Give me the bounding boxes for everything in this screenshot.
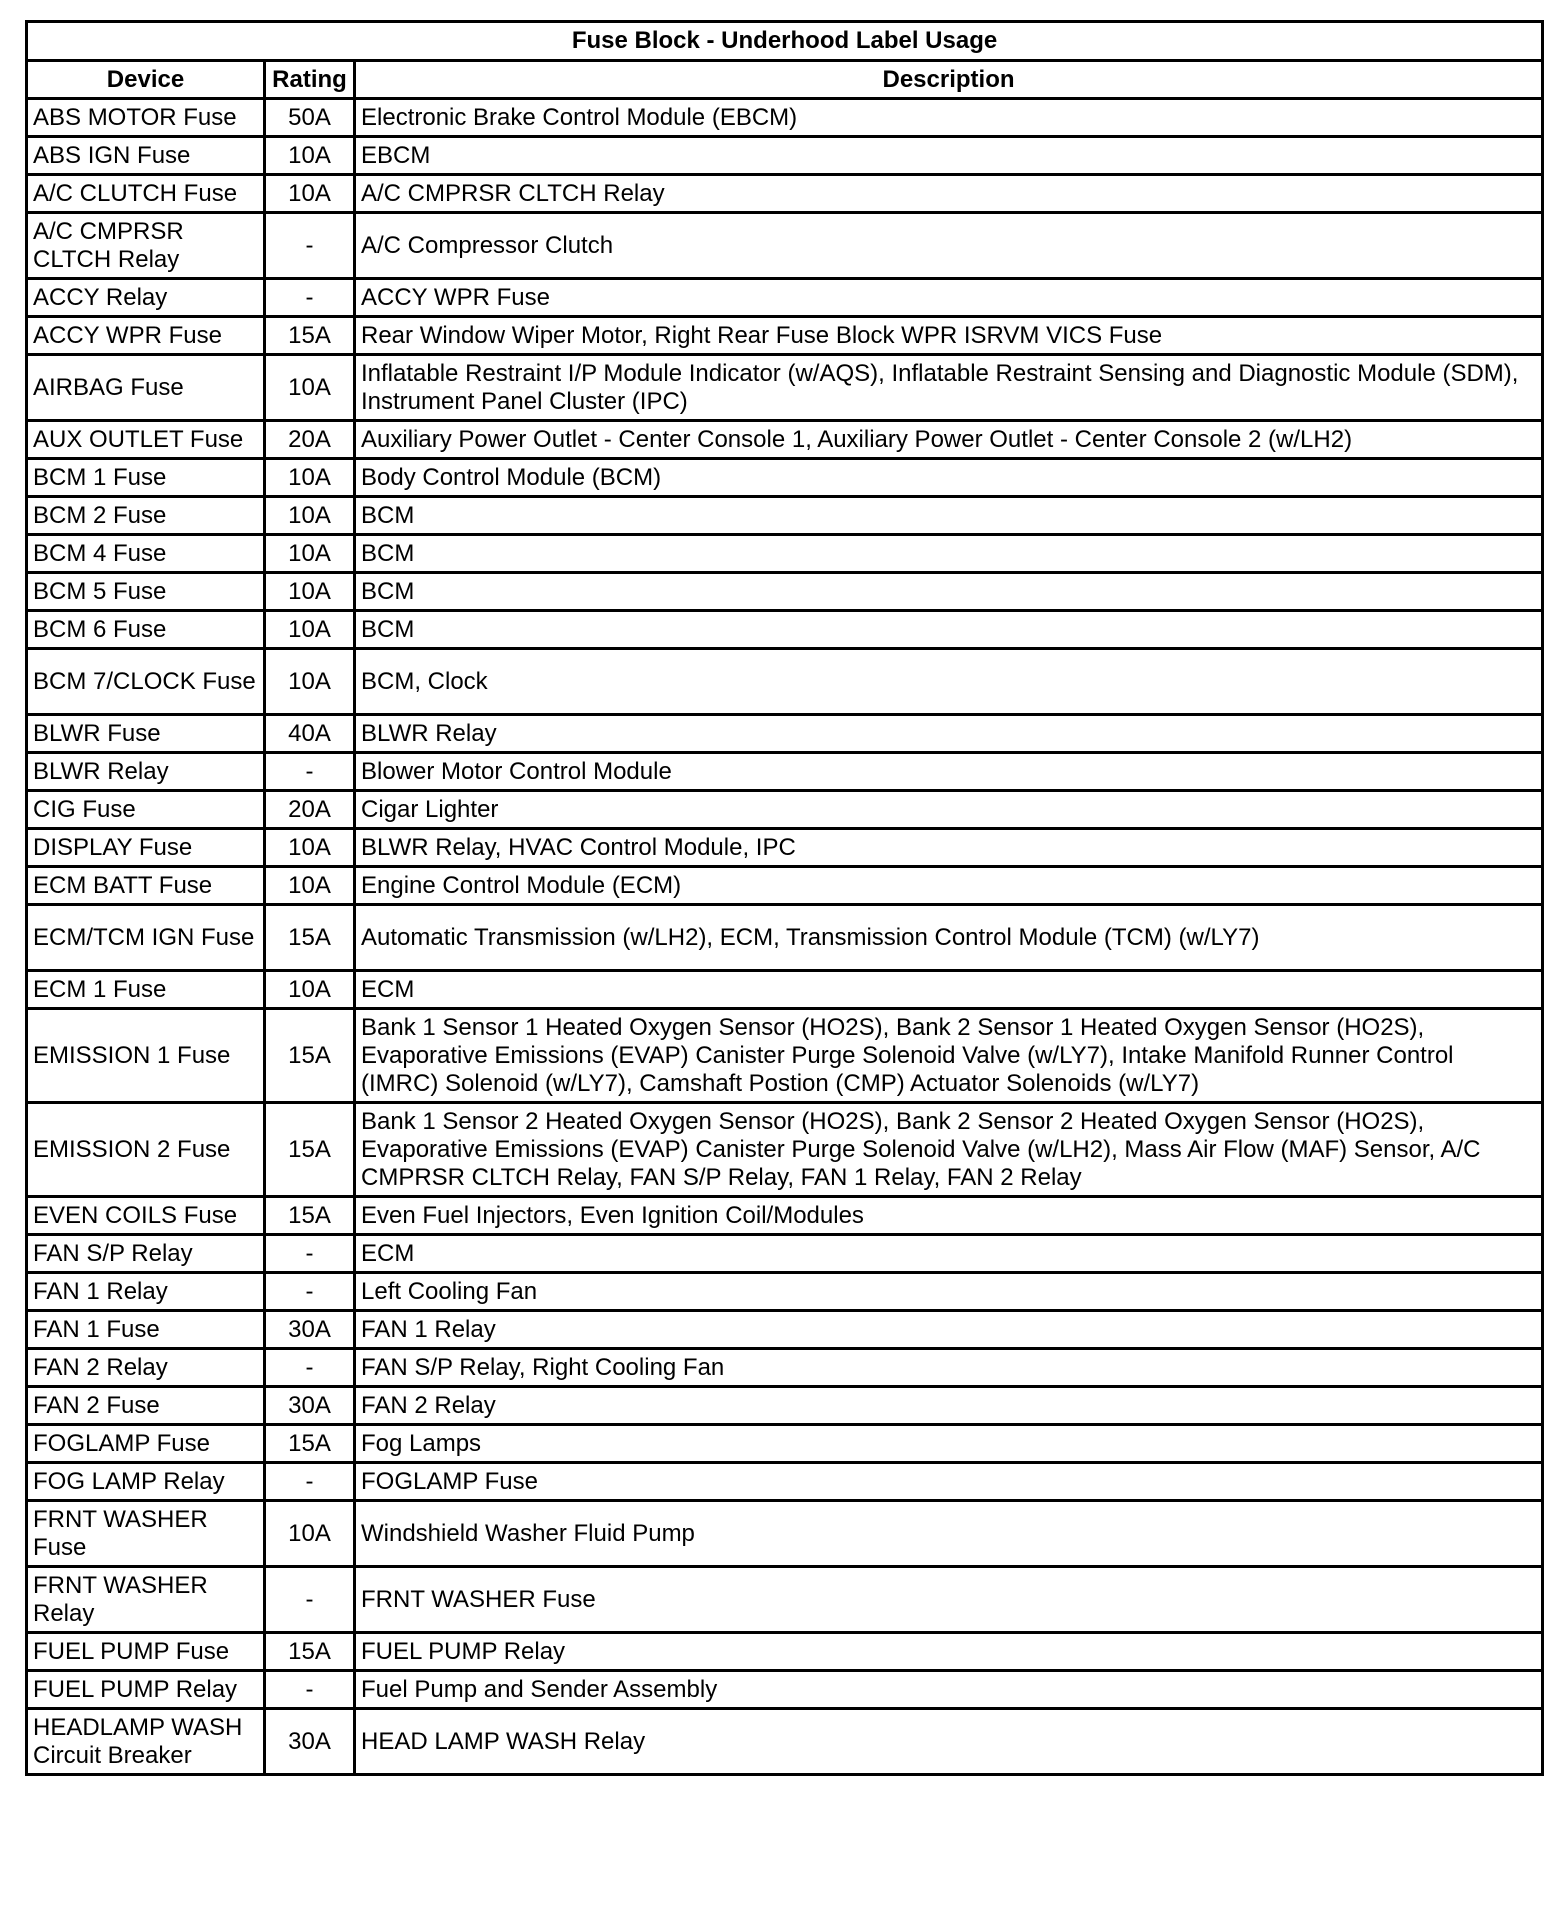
description-cell: BCM — [355, 611, 1543, 649]
device-cell: FAN 2 Fuse — [27, 1387, 265, 1425]
description-cell: FAN 1 Relay — [355, 1311, 1543, 1349]
table-row — [27, 1197, 1543, 1235]
fuse-usage-table — [25, 20, 1544, 1776]
rating-cell: - — [265, 1463, 355, 1501]
table-row — [27, 1425, 1543, 1463]
description-cell: FAN 2 Relay — [355, 1387, 1543, 1425]
description-cell: Bank 1 Sensor 1 Heated Oxygen Sensor (HO2S), Bank 2 Sensor 1 Heated Oxygen Sensor (HO2S), Evaporative Emissions (EVAP) Canister Purge Solenoid Valve (w/LY7), Intake Manifold Runner Control (IMRC) Solenoid (w/LY7), Camshaft Postion (CMP) Actuator Solenoids (w/LY7) — [355, 1009, 1543, 1103]
fuse-label-sheet — [25, 20, 1541, 1776]
device-cell: EMISSION 1 Fuse — [27, 1009, 265, 1103]
table-row — [27, 1633, 1543, 1671]
table-row — [27, 1501, 1543, 1567]
description-cell: A/C Compressor Clutch — [355, 213, 1543, 279]
description-cell: Fuel Pump and Sender Assembly — [355, 1671, 1543, 1709]
device-cell: A/C CMPRSR CLTCH Relay — [27, 213, 265, 279]
rating-cell: 10A — [265, 137, 355, 175]
table-row — [27, 905, 1543, 971]
rating-cell: 10A — [265, 611, 355, 649]
device-cell: FAN 2 Relay — [27, 1349, 265, 1387]
device-cell: FOGLAMP Fuse — [27, 1425, 265, 1463]
rating-cell: 10A — [265, 355, 355, 421]
rating-cell: - — [265, 1671, 355, 1709]
device-cell: FAN 1 Fuse — [27, 1311, 265, 1349]
table-title: Fuse Block - Underhood Label Usage — [27, 22, 1543, 61]
description-cell: Engine Control Module (ECM) — [355, 867, 1543, 905]
table-row — [27, 1463, 1543, 1501]
device-cell: ECM 1 Fuse — [27, 971, 265, 1009]
column-header-description: Description — [355, 61, 1543, 99]
description-cell: FRNT WASHER Fuse — [355, 1567, 1543, 1633]
table-row — [27, 99, 1543, 137]
device-cell: BLWR Fuse — [27, 715, 265, 753]
table-row — [27, 867, 1543, 905]
table-row — [27, 611, 1543, 649]
device-cell: EVEN COILS Fuse — [27, 1197, 265, 1235]
description-cell: ACCY WPR Fuse — [355, 279, 1543, 317]
description-cell: BCM — [355, 535, 1543, 573]
description-cell: A/C CMPRSR CLTCH Relay — [355, 175, 1543, 213]
rating-cell: 10A — [265, 649, 355, 715]
table-row — [27, 1671, 1543, 1709]
rating-cell: 15A — [265, 317, 355, 355]
rating-cell: 30A — [265, 1311, 355, 1349]
table-row — [27, 1009, 1543, 1103]
rating-cell: - — [265, 1273, 355, 1311]
table-row — [27, 791, 1543, 829]
description-cell: ECM — [355, 1235, 1543, 1273]
column-header-rating: Rating — [265, 61, 355, 99]
description-cell: HEAD LAMP WASH Relay — [355, 1709, 1543, 1775]
rating-cell: 15A — [265, 905, 355, 971]
device-cell: ECM/TCM IGN Fuse — [27, 905, 265, 971]
device-cell: BCM 2 Fuse — [27, 497, 265, 535]
rating-cell: 10A — [265, 535, 355, 573]
rating-cell: 30A — [265, 1709, 355, 1775]
description-cell: Bank 1 Sensor 2 Heated Oxygen Sensor (HO2S), Bank 2 Sensor 2 Heated Oxygen Sensor (HO2S), Evaporative Emissions (EVAP) Canister Purge Solenoid Valve (w/LH2), Mass Air Flow (MAF) Sensor, A/C CMPRSR CLTCH Relay, FAN S/P Relay, FAN 1 Relay, FAN 2 Relay — [355, 1103, 1543, 1197]
table-title-row — [27, 22, 1543, 61]
rating-cell: - — [265, 1235, 355, 1273]
rating-cell: 10A — [265, 459, 355, 497]
table-row — [27, 1273, 1543, 1311]
rating-cell: 15A — [265, 1633, 355, 1671]
rating-cell: 10A — [265, 497, 355, 535]
table-row — [27, 1387, 1543, 1425]
device-cell: ACCY Relay — [27, 279, 265, 317]
rating-cell: 10A — [265, 867, 355, 905]
rating-cell: - — [265, 213, 355, 279]
description-cell: Electronic Brake Control Module (EBCM) — [355, 99, 1543, 137]
table-row — [27, 175, 1543, 213]
table-row — [27, 1311, 1543, 1349]
rating-cell: 15A — [265, 1009, 355, 1103]
device-cell: ABS IGN Fuse — [27, 137, 265, 175]
description-cell: Windshield Washer Fluid Pump — [355, 1501, 1543, 1567]
description-cell: BCM — [355, 497, 1543, 535]
device-cell: BCM 5 Fuse — [27, 573, 265, 611]
column-header-row — [27, 61, 1543, 99]
description-cell: Blower Motor Control Module — [355, 753, 1543, 791]
rating-cell: 20A — [265, 791, 355, 829]
description-cell: BLWR Relay, HVAC Control Module, IPC — [355, 829, 1543, 867]
device-cell: ACCY WPR Fuse — [27, 317, 265, 355]
rating-cell: 10A — [265, 971, 355, 1009]
table-row — [27, 213, 1543, 279]
rating-cell: 10A — [265, 1501, 355, 1567]
table-row — [27, 535, 1543, 573]
description-cell: Rear Window Wiper Motor, Right Rear Fuse Block WPR ISRVM VICS Fuse — [355, 317, 1543, 355]
description-cell: BCM — [355, 573, 1543, 611]
description-cell: Automatic Transmission (w/LH2), ECM, Transmission Control Module (TCM) (w/LY7) — [355, 905, 1543, 971]
device-cell: AUX OUTLET Fuse — [27, 421, 265, 459]
rating-cell: - — [265, 1349, 355, 1387]
device-cell: FUEL PUMP Fuse — [27, 1633, 265, 1671]
device-cell: FAN S/P Relay — [27, 1235, 265, 1273]
table-row — [27, 459, 1543, 497]
device-cell: DISPLAY Fuse — [27, 829, 265, 867]
table-row — [27, 753, 1543, 791]
rating-cell: 15A — [265, 1103, 355, 1197]
table-row — [27, 279, 1543, 317]
device-cell: BCM 4 Fuse — [27, 535, 265, 573]
rating-cell: 50A — [265, 99, 355, 137]
device-cell: AIRBAG Fuse — [27, 355, 265, 421]
device-cell: ECM BATT Fuse — [27, 867, 265, 905]
rating-cell: 15A — [265, 1425, 355, 1463]
device-cell: BLWR Relay — [27, 753, 265, 791]
table-row — [27, 971, 1543, 1009]
rating-cell: 10A — [265, 573, 355, 611]
rating-cell: 40A — [265, 715, 355, 753]
table-row — [27, 421, 1543, 459]
table-row — [27, 573, 1543, 611]
table-row — [27, 497, 1543, 535]
rating-cell: 10A — [265, 175, 355, 213]
description-cell: BCM, Clock — [355, 649, 1543, 715]
table-body — [27, 99, 1543, 1775]
device-cell: EMISSION 2 Fuse — [27, 1103, 265, 1197]
description-cell: Left Cooling Fan — [355, 1273, 1543, 1311]
description-cell: Even Fuel Injectors, Even Ignition Coil/Modules — [355, 1197, 1543, 1235]
rating-cell: - — [265, 279, 355, 317]
rating-cell: 20A — [265, 421, 355, 459]
table-row — [27, 1567, 1543, 1633]
device-cell: HEADLAMP WASH Circuit Breaker — [27, 1709, 265, 1775]
device-cell: FRNT WASHER Relay — [27, 1567, 265, 1633]
description-cell: Auxiliary Power Outlet - Center Console 1, Auxiliary Power Outlet - Center Console 2 (w/LH2) — [355, 421, 1543, 459]
table-row — [27, 1709, 1543, 1775]
description-cell: BLWR Relay — [355, 715, 1543, 753]
device-cell: CIG Fuse — [27, 791, 265, 829]
table-row — [27, 317, 1543, 355]
device-cell: BCM 6 Fuse — [27, 611, 265, 649]
table-row — [27, 137, 1543, 175]
description-cell: Inflatable Restraint I/P Module Indicator (w/AQS), Inflatable Restraint Sensing and Diagnostic Module (SDM), Instrument Panel Cluster (IPC) — [355, 355, 1543, 421]
description-cell: Cigar Lighter — [355, 791, 1543, 829]
table-row — [27, 1103, 1543, 1197]
rating-cell: - — [265, 1567, 355, 1633]
description-cell: FUEL PUMP Relay — [355, 1633, 1543, 1671]
description-cell: Body Control Module (BCM) — [355, 459, 1543, 497]
column-header-device: Device — [27, 61, 265, 99]
description-cell: EBCM — [355, 137, 1543, 175]
table-row — [27, 715, 1543, 753]
description-cell: Fog Lamps — [355, 1425, 1543, 1463]
device-cell: ABS MOTOR Fuse — [27, 99, 265, 137]
description-cell: FOGLAMP Fuse — [355, 1463, 1543, 1501]
description-cell: ECM — [355, 971, 1543, 1009]
table-row — [27, 1349, 1543, 1387]
description-cell: FAN S/P Relay, Right Cooling Fan — [355, 1349, 1543, 1387]
device-cell: FAN 1 Relay — [27, 1273, 265, 1311]
table-row — [27, 649, 1543, 715]
table-row — [27, 355, 1543, 421]
device-cell: BCM 7/CLOCK Fuse — [27, 649, 265, 715]
rating-cell: 15A — [265, 1197, 355, 1235]
table-row — [27, 829, 1543, 867]
table-row — [27, 1235, 1543, 1273]
device-cell: FRNT WASHER Fuse — [27, 1501, 265, 1567]
rating-cell: 10A — [265, 829, 355, 867]
device-cell: BCM 1 Fuse — [27, 459, 265, 497]
rating-cell: - — [265, 753, 355, 791]
device-cell: FUEL PUMP Relay — [27, 1671, 265, 1709]
rating-cell: 30A — [265, 1387, 355, 1425]
device-cell: FOG LAMP Relay — [27, 1463, 265, 1501]
device-cell: A/C CLUTCH Fuse — [27, 175, 265, 213]
